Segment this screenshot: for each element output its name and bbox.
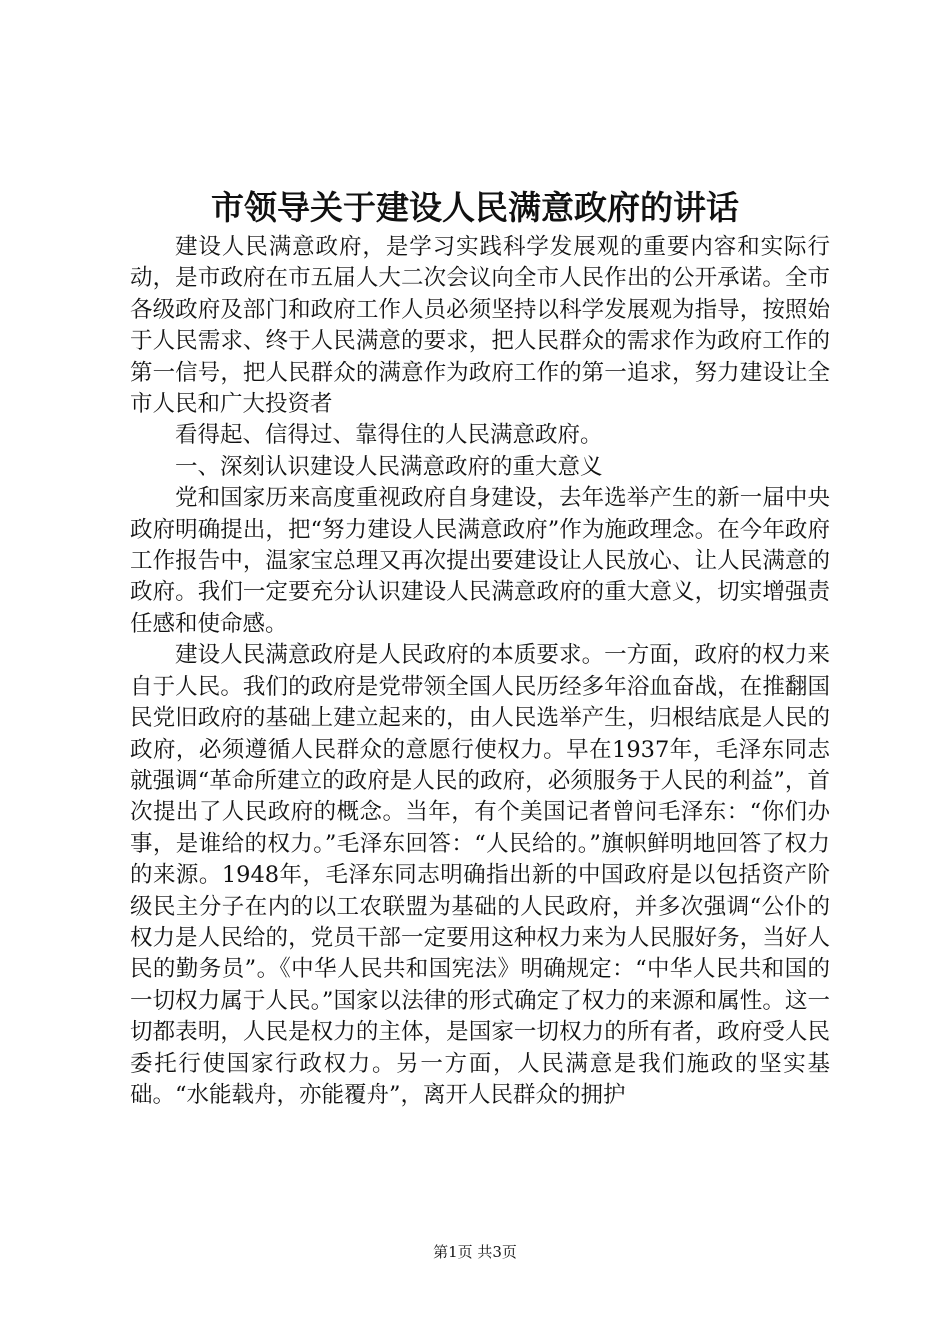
paragraph-essential-requirement: 建设人民满意政府是人民政府的本质要求。一方面，政府的权力来自于人民。我们的政府是党带领全国人民历经多年浴血奋战，在推翻国民党旧政府的基础上建立起来的，由人民选举产生，归根结底是人民的政府，必须遵循人民群众的意愿行使权力。早在1937年，毛泽东同志就强调“革命所建立的政府是人民的政府，必须服务于人民的利益”，首次提出了人民政府的概念。当年，有个美国记者曾问毛泽东：“你们办事，是谁给的权力。”毛泽东回答：“人民给的。”旗帜鲜明地回答了权力的来源。1948年，毛泽东同志明确指出新的中国政府是以包括资产阶级民主分子在内的以工农联盟为基础的人民政府，并多次强调“公仆的权力是人民给的，党员干部一定要用这种权力来为人民服好务，当好人民的勤务员”。《中华人民共和国宪法》明确规定：“中华人民共和国的一切权力属于人民。”国家以法律的形式确定了权力的来源和属性。这一切都表明，人民是权力的主体，是国家一切权力的所有者，政府受人民委托行使国家行政权力。另一方面，人民满意是我们施政的坚实基础。“水能载舟，亦能覆舟”，离开人民群众的拥护 — [130, 642, 830, 1108]
paragraph-intro: 建设人民满意政府，是学习实践科学发展观的重要内容和实际行动，是市政府在市五届人大二次会议向全市人民作出的公开承诺。全市各级政府及部门和政府工作人员必须坚持以科学发展观为指导，按照始于人民需求、终于人民满意的要求，把人民群众的需求作为政府工作的第一信号，把人民群众的满意作为政府工作的第一追求，努力建设让全市人民和广大投资者 — [130, 234, 830, 418]
paragraph-intro-continued: 看得起、信得过、靠得住的人民满意政府。 — [175, 422, 603, 449]
document-title: 市领导关于建设人民满意政府的讲话 — [211, 188, 739, 227]
section-heading-1: 一、深刻认识建设人民满意政府的重大意义 — [175, 453, 603, 480]
page-footer: 第1页 共3页 — [433, 1243, 517, 1261]
paragraph-significance: 党和国家历来高度重视政府自身建设，去年选举产生的新一届中央政府明确提出，把“努力建设人民满意政府”作为施政理念。在今年政府工作报告中，温家宝总理又再次提出要建设让人民放心、让人民满意的政府。我们一定要充分认识建设人民满意政府的重大意义，切实增强责任感和使命感。 — [130, 485, 830, 637]
document-body — [130, 232, 830, 1111]
